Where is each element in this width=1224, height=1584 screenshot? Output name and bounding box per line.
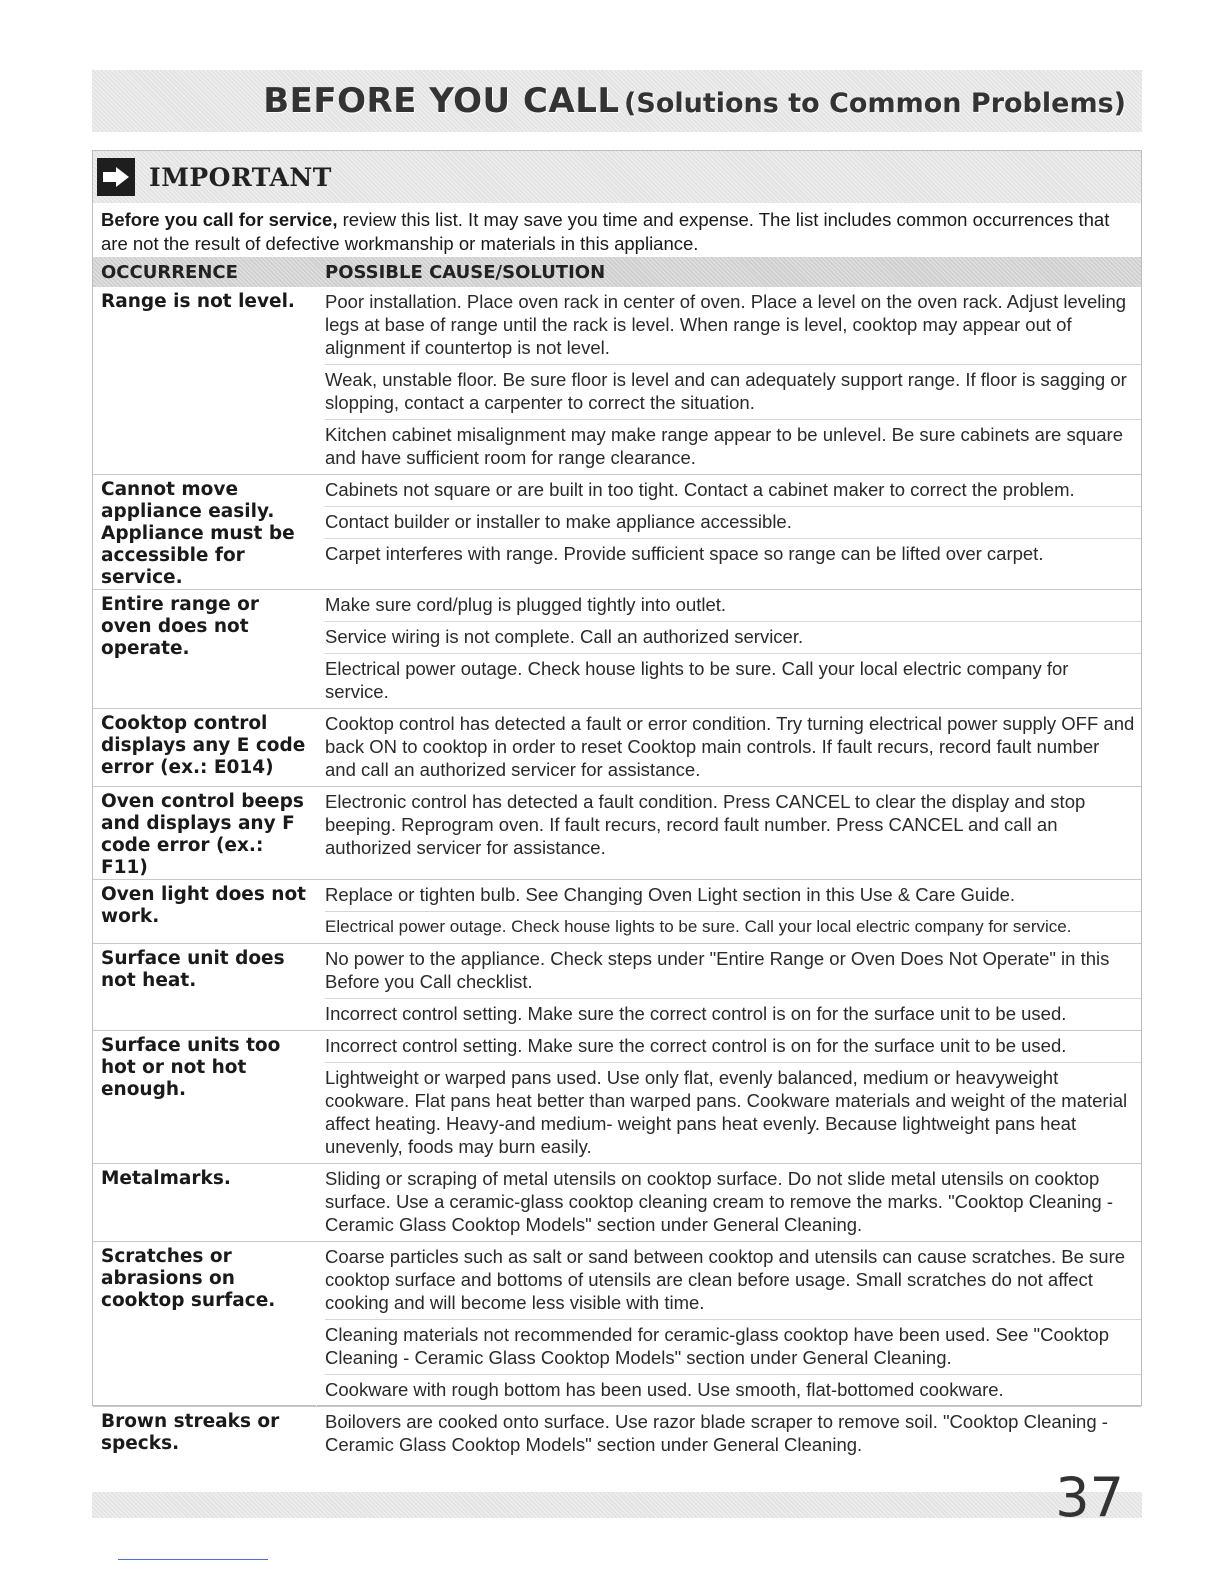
page-number: 37 [1055, 1466, 1124, 1529]
solution-item: Carpet interferes with range. Provide sufficient space so range can be lifted over carpet. [325, 538, 1141, 570]
solution-item: Sliding or scraping of metal utensils on cooktop surface. Do not slide metal utensils on cooktop surface. Use a ceramic-glass cooktop cleaning cream to remove the marks. "Cooktop Cleaning - Ceramic Glass Cooktop Models" section under General Cleaning. [325, 1168, 1114, 1235]
solution-item: Make sure cord/plug is plugged tightly into outlet. [325, 594, 727, 615]
solutions-cell [317, 1242, 1141, 1406]
solutions-cell [317, 1031, 1141, 1163]
table-header [93, 257, 1141, 287]
header-solution: POSSIBLE CAUSE/SOLUTION [325, 261, 606, 283]
important-section [92, 150, 1142, 1455]
solution-item: Coarse particles such as salt or sand between cooktop and utensils can cause scratches. Be sure cooktop surface and bottoms of utensils are clean before usage. Small scratches do not affect cooking and will become less visible with time. [325, 1246, 1126, 1313]
solutions-cell [317, 475, 1141, 589]
occurrence-cell: Metalmarks. [93, 1164, 317, 1241]
table-row [93, 1030, 1141, 1163]
solution-item: Lightweight or warped pans used. Use only flat, evenly balanced, medium or heavyweight cookware. Flat pans heat better than warped pans. Cookware materials and weight of the material affect heating. Heavy-and medium- weight pans heat evenly. Because lightweight pans heat unevenly, foods may burn easily. [325, 1062, 1141, 1163]
troubleshooting-table [93, 287, 1141, 1461]
table-row [93, 1241, 1141, 1406]
table-row [93, 943, 1141, 1030]
table-row [93, 1406, 1141, 1461]
solution-item: Electronic control has detected a fault condition. Press CANCEL to clear the display and stop beeping. Reprogram oven. If fault recurs, record fault number. Press CANCEL and call an authorized servicer for assistance. [325, 791, 1086, 858]
intro-bold: Before you call for service, [101, 209, 338, 230]
solution-item: Boilovers are cooked onto surface. Use razor blade scraper to remove soil. "Cooktop Cleaning - Ceramic Glass Cooktop Models" section under General Cleaning. [325, 1411, 1108, 1455]
occurrence-cell: Range is not level. [93, 287, 317, 474]
solutions-cell [317, 287, 1141, 474]
solution-item: No power to the appliance. Check steps under "Entire Range or Oven Does Not Operate" in this Before you Call checklist. [325, 948, 1110, 992]
occurrence-cell: Scratches or abrasions on cooktop surface. [93, 1242, 317, 1406]
solutions-cell [317, 590, 1141, 708]
table-row [93, 287, 1141, 474]
solution-item: Kitchen cabinet misalignment may make range appear to be unlevel. Be sure cabinets are square and have sufficient room for range clearance. [325, 419, 1141, 474]
solution-item: Incorrect control setting. Make sure the correct control is on for the surface unit to be used. [325, 998, 1141, 1030]
table-row [93, 708, 1141, 786]
solutions-cell [317, 787, 1141, 879]
intro-paragraph [93, 203, 1141, 257]
footer-bar [92, 1492, 1142, 1518]
solution-item: Service wiring is not complete. Call an authorized servicer. [325, 621, 1141, 653]
table-row [93, 474, 1141, 589]
table-row [93, 786, 1141, 879]
solutions-cell [317, 944, 1141, 1030]
page-title: BEFORE YOU CALL [263, 81, 620, 121]
solution-item: Weak, unstable floor. Be sure floor is level and can adequately support range. If floor is sagging or slopping, contact a carpenter to correct the situation. [325, 364, 1141, 419]
header-occurrence: OCCURRENCE [101, 261, 238, 283]
table-row [93, 1163, 1141, 1241]
important-header [93, 151, 1141, 203]
solution-item: Cooktop control has detected a fault or error condition. Try turning electrical power supply OFF and back ON to cooktop in order to reset Cooktop main controls. If fault recurs, record fault number and call an authorized servicer for assistance. [325, 713, 1135, 780]
solution-item: Incorrect control setting. Make sure the correct control is on for the surface unit to be used. [325, 1035, 1067, 1056]
solutions-cell [317, 1164, 1141, 1241]
occurrence-cell: Entire range or oven does not operate. [93, 590, 317, 708]
occurrence-cell: Surface units too hot or not hot enough. [93, 1031, 317, 1163]
occurrence-cell: Cooktop control displays any E code error (ex.: E014) [93, 709, 317, 786]
bottom-divider [118, 1559, 268, 1560]
intro-text: review this list. It may save you time and expense. The list includes common occurrences that are not the result of defective workmanship or materials in this appliance. [101, 209, 1110, 254]
title-banner [92, 70, 1142, 132]
table-row [93, 879, 1141, 943]
occurrence-cell: Surface unit does not heat. [93, 944, 317, 1030]
solution-item: Replace or tighten bulb. See Changing Oven Light section in this Use & Care Guide. [325, 884, 1016, 905]
page-subtitle: (Solutions to Common Problems) [624, 88, 1126, 119]
occurrence-cell: Oven control beeps and displays any F code error (ex.: F11) [93, 787, 317, 879]
solution-item: Poor installation. Place oven rack in center of oven. Place a level on the oven rack. Adjust leveling legs at base of range until the rack is level. When range is level, cooktop may appear out of alignment if countertop is not level. [325, 291, 1127, 358]
solutions-cell [317, 880, 1141, 943]
solution-item: Cookware with rough bottom has been used. Use smooth, flat-bottomed cookware. [325, 1374, 1141, 1406]
solution-item: Cabinets not square or are built in too tight. Contact a cabinet maker to correct the problem. [325, 479, 1075, 500]
solution-item: Cleaning materials not recommended for ceramic-glass cooktop have been used. See "Cooktop Cleaning - Ceramic Glass Cooktop Models" section under General Cleaning. [325, 1319, 1141, 1374]
occurrence-cell: Oven light does not work. [93, 880, 317, 943]
solution-item: Electrical power outage. Check house lights to be sure. Call your local electric company for service. [325, 653, 1141, 708]
occurrence-cell: Brown streaks or specks. [93, 1407, 317, 1461]
arrow-right-icon [97, 158, 135, 196]
important-title: IMPORTANT [149, 162, 332, 192]
solutions-cell [317, 1407, 1141, 1461]
table-row [93, 589, 1141, 708]
occurrence-cell: Cannot move appliance easily. Appliance must be accessible for service. [93, 475, 317, 589]
solution-item: Electrical power outage. Check house lights to be sure. Call your local electric company for service. [325, 911, 1141, 943]
solution-item: Contact builder or installer to make appliance accessible. [325, 506, 1141, 538]
solutions-cell [317, 709, 1141, 786]
